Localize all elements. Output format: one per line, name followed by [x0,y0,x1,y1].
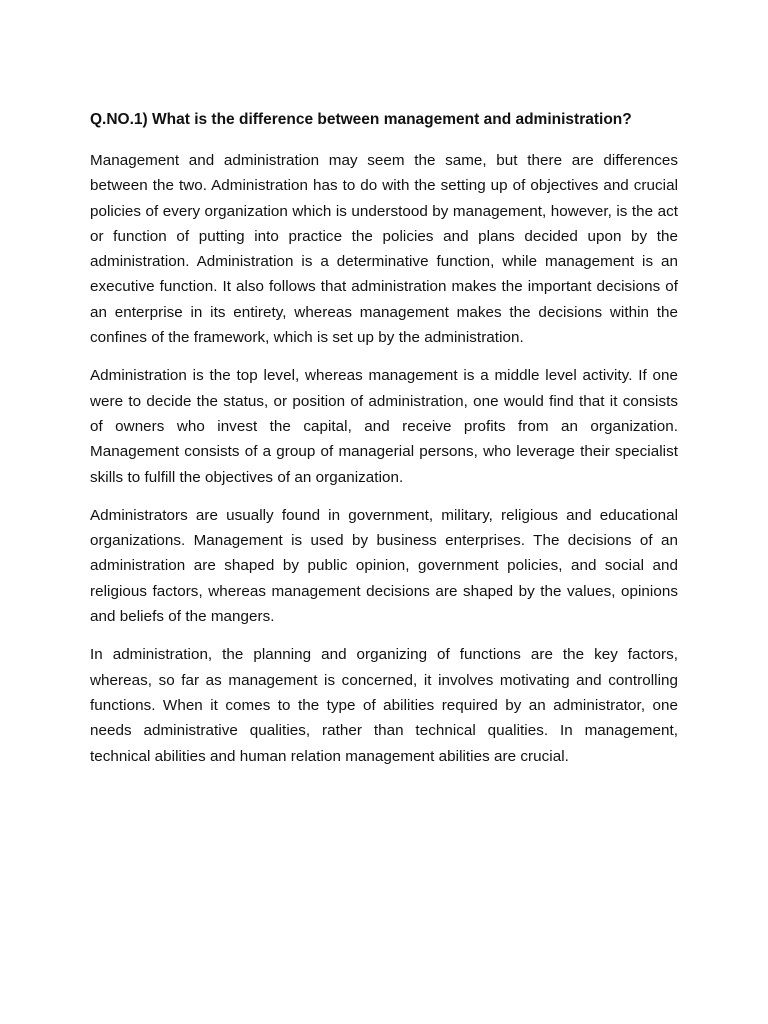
paragraph-2: Administration is the top level, whereas management is a middle level activity. If one were to decide the status, or position of administration, one would find that it consists of owners who invest the capital, and receive profits from an organization. Management consists of a group of managerial persons, who leverage their specialist skills to fulfill the objectives of an organization. [90,367,678,486]
paragraph-1: Management and administration may seem the same, but there are differences between the two. Administration has to do with the setting up of objectives and crucial policies of every organization which is understood by management, however, is the act or function of putting into practice the policies and plans decided upon by the administration. Administration is a determinative function, while management is an executive function. It also follows that administration makes the important decisions of an enterprise in its entirety, whereas management makes the decisions within the confines of the framework, which is set up by the administration. [90,152,678,347]
question-heading: Q.NO.1) What is the difference between management and administration? [90,111,632,128]
document-body [90,109,678,782]
paragraph-3: Administrators are usually found in government, military, religious and educational organizations. Management is used by business enterprises. The decisions of an administration are shaped by public opinion, government policies, and social and religious factors, whereas management decisions are shaped by the values, opinions and beliefs of the mangers. [90,506,678,626]
paragraph-4: In administration, the planning and organizing of functions are the key factors, whereas, so far as management is concerned, it involves motivating and controlling functions. When it comes to the type of abilities required by an administrator, one needs administrative qualities, rather than technical qualities. In management, technical abilities and human relation management abilities are crucial. [90,646,678,765]
